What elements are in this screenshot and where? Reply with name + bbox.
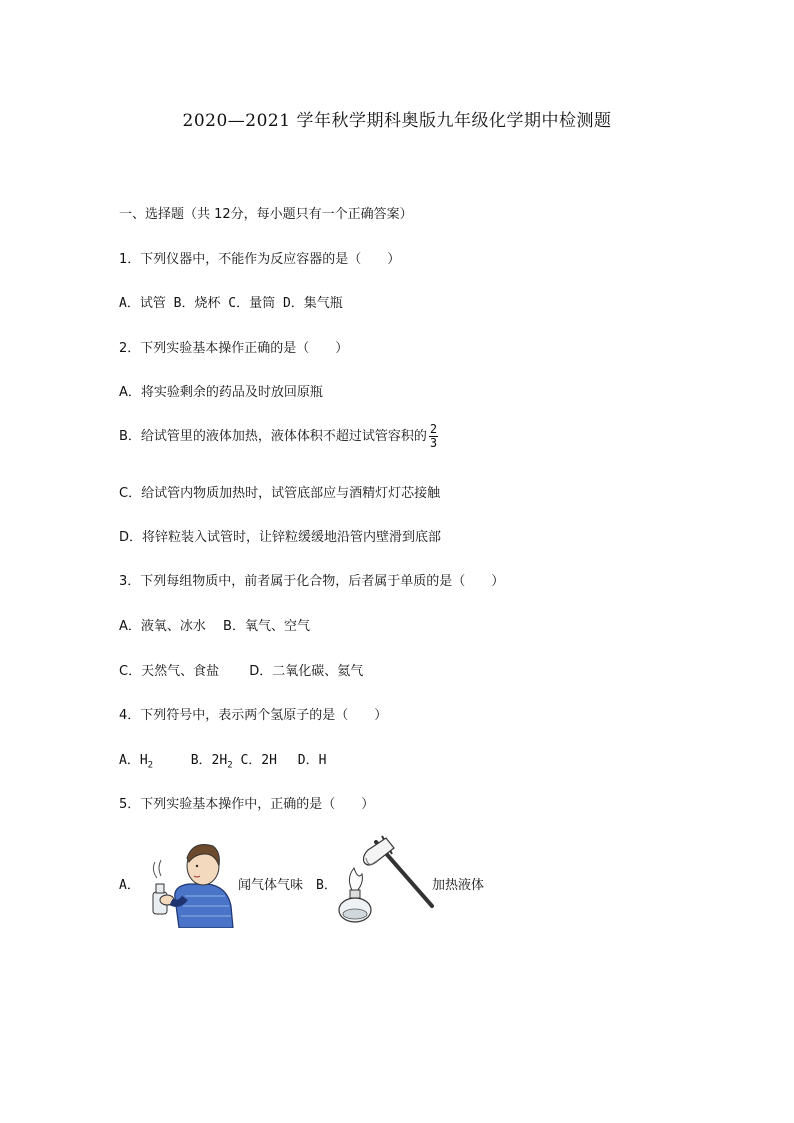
question-5-option-b-label: B． — [316, 878, 337, 893]
question-2-stem: 2．下列实验基本操作正确的是（ ） — [119, 341, 349, 356]
question-2-option-d: D．将锌粒装入试管时，让锌粒缓缓地沿管内壁滑到底部 — [119, 530, 442, 545]
question-3-stem: 3．下列每组物质中，前者属于化合物，后者属于单质的是（ ） — [119, 574, 505, 589]
question-1-options: A．试管 B．烧杯 C．量筒 D．集气瓶 — [119, 296, 343, 311]
fraction — [429, 423, 438, 450]
subscript: 2 — [227, 760, 233, 771]
question-5-stem: 5．下列实验基本操作中，正确的是（ ） — [119, 797, 375, 812]
question-5-option-a-label: A． — [119, 878, 140, 893]
heating-liquid-illustration — [332, 832, 436, 928]
question-1-stem: 1．下列仪器中，不能作为反应容器的是（ ） — [119, 252, 401, 267]
question-2-option-a: A．将实验剩余的药品及时放回原瓶 — [119, 385, 323, 400]
question-4-options — [119, 749, 326, 771]
question-2-option-c: C．给试管内物质加热时，试管底部应与酒精灯灯芯接触 — [119, 486, 441, 501]
page-title: 2020—2021 学年秋学期科奥版九年级化学期中检测题 — [182, 111, 612, 131]
question-2-option-b — [119, 423, 438, 450]
question-5-option-b-caption: 加热液体 — [432, 878, 485, 893]
question-4-option-a: A．H — [119, 753, 148, 768]
question-4-stem: 4．下列符号中，表示两个氢原子的是（ ） — [119, 708, 388, 723]
question-3-options-ab: A．液氧、冰水 B．氧气、空气 — [119, 619, 310, 634]
smelling-gas-illustration — [145, 836, 237, 928]
subscript: 2 — [147, 760, 154, 771]
question-2-option-b-text: B．给试管里的液体加热，液体体积不超过试管容积的 — [119, 429, 427, 444]
question-3-options-cd: C．天然气、食盐 D．二氧化碳、氦气 — [119, 664, 364, 679]
question-5-option-a-caption: 闻气体气味 — [238, 878, 304, 893]
fraction-numerator: 2 — [429, 422, 438, 436]
question-4-option-b: B．2H — [190, 753, 228, 768]
section-heading: 一、选择题（共 12分，每小题只有一个正确答案） — [119, 207, 413, 222]
question-4-options-cd: C．2H D．H — [240, 753, 327, 768]
fraction-denominator: 3 — [429, 436, 438, 450]
